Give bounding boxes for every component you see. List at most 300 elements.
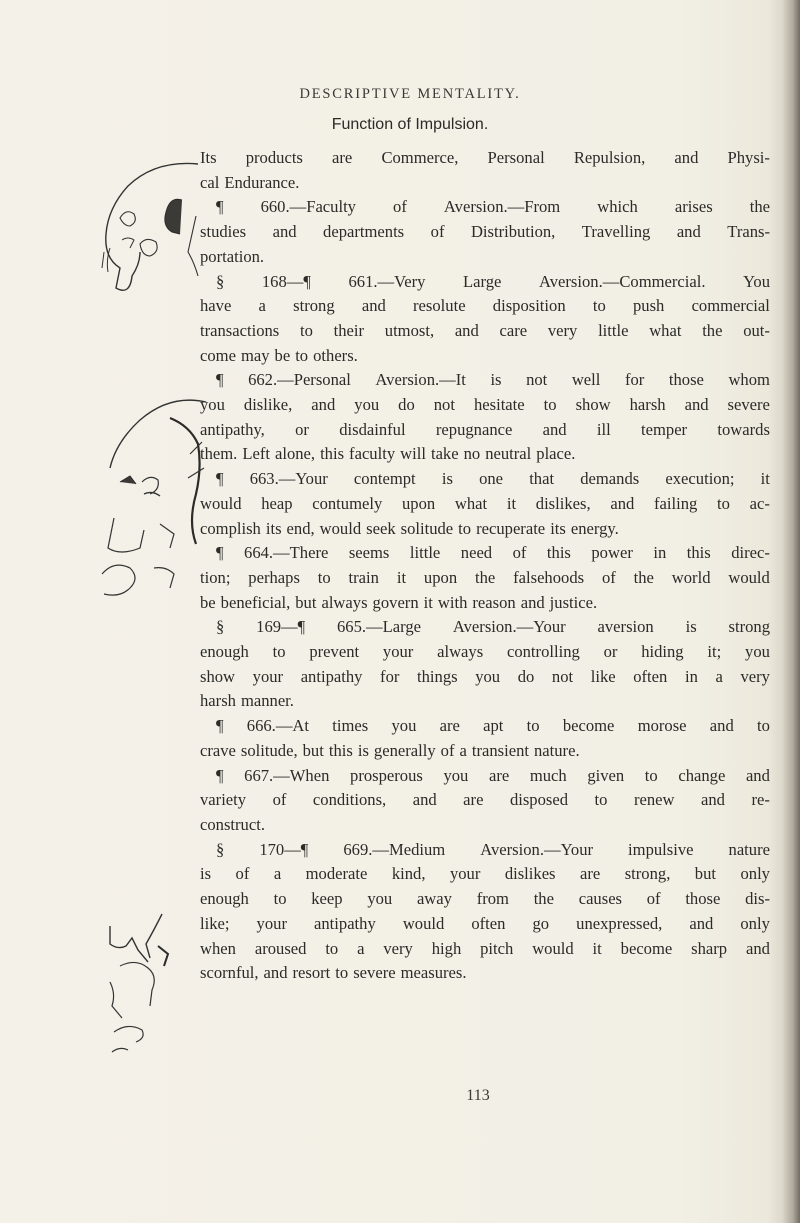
word: in bbox=[684, 666, 698, 686]
word: dislikes, bbox=[535, 493, 591, 513]
word: Endurance. bbox=[224, 172, 300, 192]
word: only bbox=[740, 864, 770, 884]
word: those bbox=[668, 370, 704, 390]
word: Aversion.—It bbox=[375, 370, 466, 390]
word: Its bbox=[200, 148, 217, 167]
word: Trans- bbox=[727, 222, 770, 242]
word: Aversion.—From bbox=[443, 197, 561, 217]
word: enough bbox=[200, 642, 249, 662]
word: are bbox=[579, 864, 601, 884]
word: of bbox=[512, 543, 527, 563]
word: morose bbox=[637, 716, 687, 736]
word: you bbox=[391, 716, 417, 736]
word: to bbox=[543, 395, 557, 415]
head-diagram-medium-aversion bbox=[106, 910, 206, 1060]
word: contumely bbox=[312, 493, 383, 513]
word: 660.—Faculty bbox=[260, 197, 356, 217]
word: antipathy, bbox=[200, 419, 265, 439]
word: its bbox=[265, 518, 282, 538]
word: their bbox=[333, 320, 365, 340]
text-line bbox=[200, 418, 770, 443]
word: transient bbox=[471, 740, 529, 760]
word: and bbox=[689, 913, 714, 933]
word: 170—¶ bbox=[259, 839, 309, 859]
word: aversion bbox=[597, 617, 654, 637]
word: Left bbox=[242, 444, 270, 464]
word: go bbox=[532, 913, 550, 933]
word: re- bbox=[751, 790, 770, 810]
word: or bbox=[295, 419, 309, 439]
word: it bbox=[423, 592, 433, 612]
paragraph bbox=[200, 714, 770, 763]
word: care bbox=[499, 320, 528, 340]
word: of bbox=[235, 864, 250, 884]
word: them. bbox=[200, 444, 238, 464]
word: your bbox=[252, 666, 284, 686]
word: products bbox=[245, 148, 303, 167]
word: aroused bbox=[254, 938, 307, 958]
text-line bbox=[200, 146, 770, 171]
word: and bbox=[263, 963, 288, 983]
word: but bbox=[302, 740, 324, 760]
text-line bbox=[200, 591, 770, 616]
word: 667.—When bbox=[244, 765, 330, 785]
word: contempt bbox=[353, 469, 416, 489]
word: the bbox=[633, 567, 654, 587]
word: is bbox=[441, 469, 453, 489]
word: out- bbox=[743, 320, 770, 340]
word: to bbox=[458, 518, 472, 538]
word: you bbox=[475, 666, 501, 686]
word: the bbox=[749, 197, 770, 217]
word: impulsive bbox=[628, 839, 694, 859]
word: severe bbox=[727, 395, 770, 415]
word: you bbox=[443, 765, 469, 785]
word: push bbox=[632, 296, 665, 316]
word: kind, bbox=[391, 864, 426, 884]
word: high bbox=[431, 938, 462, 958]
word: often bbox=[633, 666, 668, 686]
word: Large bbox=[463, 271, 502, 291]
word: but bbox=[295, 592, 317, 612]
word: a bbox=[459, 740, 467, 760]
word: ¶ bbox=[216, 197, 224, 217]
word: do bbox=[398, 395, 415, 415]
word: its bbox=[550, 518, 566, 538]
word: it bbox=[760, 469, 770, 489]
word: manner. bbox=[240, 691, 294, 711]
word: may bbox=[240, 345, 270, 365]
word: always bbox=[437, 642, 484, 662]
word: are bbox=[488, 765, 510, 785]
word: utmost, bbox=[384, 320, 435, 340]
word: ¶ bbox=[216, 469, 224, 489]
word: tion; bbox=[200, 567, 231, 587]
word: and bbox=[412, 790, 437, 810]
text-line bbox=[200, 344, 770, 369]
word: place. bbox=[536, 444, 576, 464]
word: always bbox=[321, 592, 368, 612]
word: ac- bbox=[749, 493, 770, 513]
word: generally bbox=[373, 740, 436, 760]
word: the bbox=[474, 567, 496, 587]
word: the bbox=[702, 320, 723, 340]
word: to bbox=[273, 889, 287, 909]
word: execution; bbox=[665, 469, 735, 489]
word: falsehoods bbox=[513, 567, 585, 587]
word: Physi- bbox=[727, 148, 770, 167]
word: portation. bbox=[200, 246, 265, 266]
word: show bbox=[575, 395, 611, 415]
word: strong bbox=[728, 617, 770, 637]
text-line bbox=[200, 862, 770, 887]
word: seems bbox=[348, 543, 390, 563]
word: little bbox=[598, 320, 629, 340]
word: to bbox=[592, 296, 606, 316]
word: faculty bbox=[349, 444, 396, 464]
word: very bbox=[383, 938, 413, 958]
word: this bbox=[320, 444, 345, 464]
word: 666.—At bbox=[246, 716, 310, 736]
word: and bbox=[610, 493, 635, 513]
text-line bbox=[200, 689, 770, 714]
word: it bbox=[396, 567, 407, 587]
paragraph bbox=[200, 146, 770, 195]
text-line bbox=[200, 788, 770, 813]
word: and bbox=[272, 222, 297, 242]
page-number: 113 bbox=[466, 1087, 490, 1104]
word: would bbox=[532, 938, 574, 958]
word: arises bbox=[674, 197, 713, 217]
word: of bbox=[430, 222, 445, 242]
word: and bbox=[674, 148, 699, 167]
word: will bbox=[400, 444, 426, 464]
word: beneficial, bbox=[220, 592, 291, 612]
word: 663.—Your bbox=[249, 469, 328, 489]
text-line bbox=[200, 467, 770, 492]
word: prevent bbox=[309, 642, 360, 662]
word: your bbox=[382, 642, 414, 662]
word: it bbox=[506, 493, 517, 513]
word: antipathy bbox=[300, 666, 363, 686]
word: to bbox=[325, 938, 339, 958]
running-head: DESCRIPTIVE MENTALITY. bbox=[299, 86, 521, 102]
word: when bbox=[200, 938, 236, 958]
word: away bbox=[416, 889, 452, 909]
word: or bbox=[603, 642, 618, 662]
word: upon bbox=[401, 493, 436, 513]
word: govern bbox=[372, 592, 419, 612]
word: you bbox=[354, 395, 380, 415]
word: in bbox=[653, 543, 667, 563]
word: only bbox=[740, 913, 770, 933]
word: be bbox=[274, 345, 291, 365]
section-title: Function of Impulsion. bbox=[331, 116, 489, 133]
word: harsh bbox=[200, 691, 236, 711]
word: 664.—There bbox=[244, 543, 329, 563]
word: antipathy bbox=[314, 913, 376, 933]
word: for bbox=[624, 370, 645, 390]
word: well bbox=[571, 370, 601, 390]
word: of bbox=[601, 567, 616, 587]
paragraph bbox=[200, 467, 770, 541]
word: You bbox=[743, 271, 770, 291]
word: to bbox=[757, 716, 770, 736]
word: enough bbox=[200, 889, 249, 909]
word: seek bbox=[366, 518, 396, 538]
word: resort bbox=[292, 963, 331, 983]
word: towards bbox=[717, 419, 770, 439]
paragraph bbox=[200, 838, 770, 986]
text-line bbox=[200, 294, 770, 319]
word: justice. bbox=[549, 592, 598, 612]
head-diagram-very-large-aversion bbox=[100, 156, 200, 306]
paragraph bbox=[200, 615, 770, 714]
word: dislikes bbox=[504, 864, 556, 884]
word: come bbox=[200, 345, 236, 365]
text-line bbox=[200, 937, 770, 962]
word: upon bbox=[423, 567, 458, 587]
word: what bbox=[649, 320, 682, 340]
text-line bbox=[200, 838, 770, 863]
word: demands bbox=[580, 469, 640, 489]
word: and bbox=[311, 395, 336, 415]
text-line bbox=[200, 270, 770, 295]
word: 662.—Personal bbox=[248, 370, 351, 390]
text-line bbox=[200, 319, 770, 344]
word: are bbox=[463, 790, 484, 810]
word: a bbox=[715, 666, 723, 686]
word: Aversion.—Commercial. bbox=[538, 271, 706, 291]
word: and bbox=[542, 419, 567, 439]
word: very bbox=[547, 320, 578, 340]
word: a bbox=[357, 938, 365, 958]
word: ¶ bbox=[216, 370, 224, 390]
word: hesitate bbox=[473, 395, 525, 415]
word: you bbox=[200, 395, 225, 415]
word: is bbox=[685, 617, 697, 637]
word: not bbox=[433, 395, 455, 415]
word: would bbox=[319, 518, 362, 538]
word: Repulsion, bbox=[573, 148, 646, 167]
word: § bbox=[216, 617, 225, 637]
word: ¶ bbox=[216, 543, 224, 563]
word: to bbox=[644, 765, 658, 785]
text-line bbox=[200, 887, 770, 912]
text-line bbox=[200, 813, 770, 838]
word: the bbox=[533, 889, 554, 909]
word: a bbox=[258, 296, 266, 316]
word: complish bbox=[200, 518, 261, 538]
word: studies bbox=[200, 222, 247, 242]
body-text bbox=[200, 146, 770, 986]
word: not bbox=[526, 370, 548, 390]
word: ¶ bbox=[216, 716, 224, 736]
word: those bbox=[685, 889, 721, 909]
text-line bbox=[200, 245, 770, 270]
word: reason bbox=[472, 592, 516, 612]
word: of bbox=[393, 197, 407, 217]
word: with bbox=[437, 592, 468, 612]
word: to bbox=[526, 716, 540, 736]
word: this bbox=[546, 543, 571, 563]
word: dislike, bbox=[243, 395, 293, 415]
word: conditions, bbox=[312, 790, 387, 810]
word: given bbox=[587, 765, 625, 785]
word: construct. bbox=[200, 814, 265, 834]
word: measures. bbox=[400, 963, 467, 983]
word: would bbox=[728, 567, 770, 587]
word: of bbox=[272, 790, 287, 810]
word: a bbox=[273, 864, 282, 884]
word: become bbox=[620, 938, 673, 958]
paragraph bbox=[200, 764, 770, 838]
text-line bbox=[200, 615, 770, 640]
word: variety bbox=[200, 790, 247, 810]
word: alone, bbox=[274, 444, 316, 464]
word: not bbox=[551, 666, 574, 686]
head-diagram-personal-aversion bbox=[100, 398, 210, 608]
word: apt bbox=[483, 716, 504, 736]
word: 669.—Medium bbox=[343, 839, 446, 859]
word: Travelling bbox=[581, 222, 651, 242]
text-line bbox=[200, 220, 770, 245]
word: perhaps bbox=[248, 567, 300, 587]
text-line bbox=[200, 517, 770, 542]
word: what bbox=[454, 493, 488, 513]
text-line bbox=[200, 368, 770, 393]
word: disposition bbox=[492, 296, 566, 316]
word: like bbox=[590, 666, 616, 686]
word: repugnance bbox=[435, 419, 513, 439]
word: to bbox=[317, 567, 331, 587]
word: and bbox=[684, 395, 709, 415]
word: controlling bbox=[506, 642, 580, 662]
word: things bbox=[417, 666, 458, 686]
word: to bbox=[272, 642, 286, 662]
word: temper bbox=[641, 419, 688, 439]
text-line bbox=[200, 492, 770, 517]
word: show bbox=[200, 666, 236, 686]
word: whom bbox=[728, 370, 770, 390]
word: to bbox=[335, 963, 349, 983]
text-line bbox=[200, 442, 770, 467]
paragraph bbox=[200, 541, 770, 615]
word: harsh bbox=[629, 395, 666, 415]
text-line bbox=[200, 171, 770, 196]
word: much bbox=[529, 765, 567, 785]
word: world bbox=[671, 567, 711, 587]
word: of bbox=[646, 889, 661, 909]
word: it; bbox=[707, 642, 722, 662]
word: it bbox=[592, 938, 602, 958]
text-line bbox=[200, 764, 770, 789]
paragraph bbox=[200, 368, 770, 467]
paragraph bbox=[200, 270, 770, 369]
word: Aversion.—Your bbox=[452, 617, 566, 637]
text-line bbox=[200, 541, 770, 566]
word: keep bbox=[311, 889, 343, 909]
word: recuperate bbox=[476, 518, 546, 538]
word: to bbox=[295, 345, 309, 365]
word: be bbox=[200, 592, 216, 612]
word: strong bbox=[293, 296, 335, 316]
word: is bbox=[200, 864, 212, 884]
word: need bbox=[460, 543, 493, 563]
word: heap bbox=[261, 493, 293, 513]
word: transactions bbox=[200, 320, 280, 340]
word: power bbox=[591, 543, 633, 563]
word: cal bbox=[200, 172, 220, 192]
word: do bbox=[517, 666, 535, 686]
word: nature. bbox=[533, 740, 580, 760]
word: like; bbox=[200, 913, 230, 933]
word: failing bbox=[654, 493, 698, 513]
text-line bbox=[200, 739, 770, 764]
word: resolute bbox=[413, 296, 466, 316]
word: often bbox=[471, 913, 506, 933]
word: others. bbox=[313, 345, 358, 365]
word: and bbox=[454, 320, 479, 340]
word: have bbox=[200, 296, 232, 316]
word: renew bbox=[633, 790, 675, 810]
word: train bbox=[348, 567, 379, 587]
text-line bbox=[200, 393, 770, 418]
word: from bbox=[476, 889, 509, 909]
word: solitude, bbox=[240, 740, 298, 760]
word: 169—¶ bbox=[256, 617, 306, 637]
word: of bbox=[440, 740, 455, 760]
word: hiding bbox=[641, 642, 684, 662]
word: dis- bbox=[745, 889, 770, 909]
word: and bbox=[700, 790, 725, 810]
word: crave bbox=[200, 740, 236, 760]
word: but bbox=[694, 864, 717, 884]
word: is bbox=[490, 370, 502, 390]
word: solitude bbox=[400, 518, 454, 538]
word: one bbox=[479, 469, 504, 489]
word: to bbox=[299, 320, 313, 340]
word: departments bbox=[323, 222, 405, 242]
word: become bbox=[562, 716, 615, 736]
word: and bbox=[745, 938, 770, 958]
word: would bbox=[200, 493, 242, 513]
word: little bbox=[409, 543, 441, 563]
word: change bbox=[678, 765, 726, 785]
word: are bbox=[439, 716, 460, 736]
text-line bbox=[200, 665, 770, 690]
word: and bbox=[745, 765, 770, 785]
word: disdainful bbox=[339, 419, 406, 439]
word: neutral bbox=[485, 444, 532, 464]
page-edge-shadow bbox=[782, 0, 800, 1223]
word: commercial bbox=[691, 296, 770, 316]
word: no bbox=[463, 444, 481, 464]
word: are bbox=[332, 148, 353, 167]
text-line bbox=[200, 640, 770, 665]
word: to bbox=[594, 790, 608, 810]
word: 665.—Large bbox=[337, 617, 422, 637]
text-line bbox=[200, 714, 770, 739]
word: times bbox=[332, 716, 369, 736]
word: you bbox=[745, 642, 770, 662]
text-line bbox=[200, 566, 770, 591]
word: pitch bbox=[480, 938, 514, 958]
word: and bbox=[520, 592, 545, 612]
word: 661.—Very bbox=[348, 271, 426, 291]
word: and bbox=[361, 296, 386, 316]
text-line bbox=[200, 961, 770, 986]
